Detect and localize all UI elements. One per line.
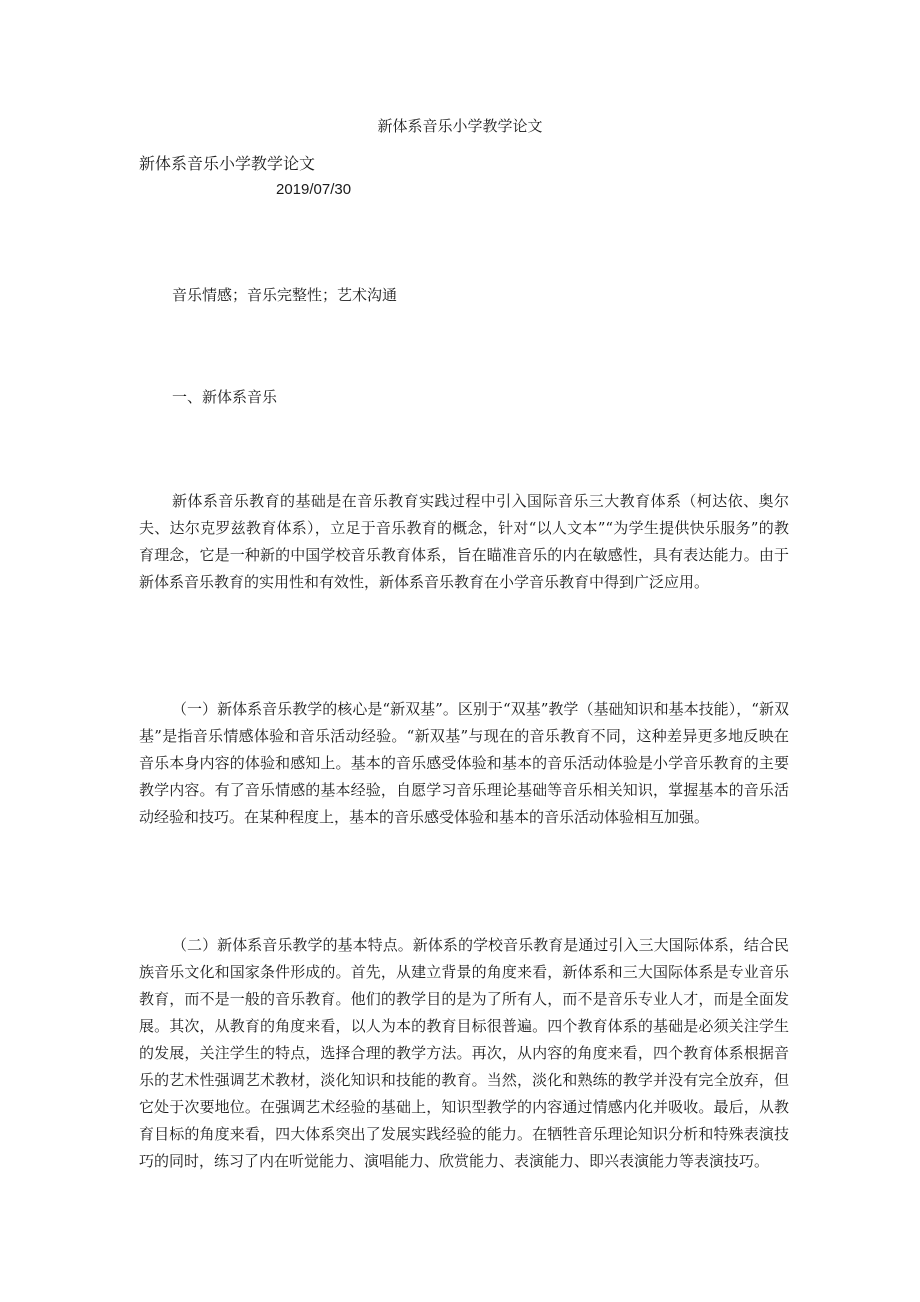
document-subtitle: 新体系音乐小学教学论文 — [139, 154, 316, 173]
section-heading: 一、新体系音乐 — [172, 388, 278, 406]
publish-date: 2019/07/30 — [276, 181, 352, 198]
paragraph-core: （一）新体系音乐教学的核心是“新双基”。区别于“双基”教学（基础知识和基本技能），“新双基”是指音乐情感体验和音乐活动经验。“新双基”与现在的音乐教育不同，这种差异更多地反映在音乐本身内容的体验和感知上。基本的音乐感受体验和基本的音乐活动体验是小学音乐教育的主要教学内容。有了音乐情感的基本经验，自愿学习音乐理论基础等音乐相关知识，掌握基本的音乐活动经验和技巧。在某种程度上，基本的音乐感受体验和基本的音乐活动体验相互加强。 — [139, 700, 789, 826]
document-title: 新体系音乐小学教学论文 — [377, 117, 543, 135]
paragraph-intro: 新体系音乐教育的基础是在音乐教育实践过程中引入国际音乐三大教育体系（柯达依、奥尔夫、达尔克罗兹教育体系），立足于音乐教育的概念，针对“以人文本”“为学生提供快乐服务”的教育理念，它是一种新的中国学校音乐教育体系，旨在瞄准音乐的内在敏感性，具有表达能力。由于新体系音乐教育的实用性和有效性，新体系音乐教育在小学音乐教育中得到广泛应用。 — [139, 492, 789, 591]
paragraph-features: （二）新体系音乐教学的基本特点。新体系的学校音乐教育是通过引入三大国际体系，结合民族音乐文化和国家条件形成的。首先，从建立背景的角度来看，新体系和三大国际体系是专业音乐教育，而不是一般的音乐教育。他们的教学目的是为了所有人，而不是音乐专业人才，而是全面发展。其次，从教育的角度来看，以人为本的教育目标很普遍。四个教育体系的基础是必须关注学生的发展，关注学生的特点，选择合理的教学方法。再次，从内容的角度来看，四个教育体系根据音乐的艺术性强调艺术教材，淡化知识和技能的教育。当然，淡化和熟练的教学并没有完全放弃，但它处于次要地位。在强调艺术经验的基础上，知识型教学的内容通过情感内化并吸收。最后，从教育目标的角度来看，四大体系突出了发展实践经验的能力。在牺牲音乐理论知识分析和特殊表演技巧的同时，练习了内在听觉能力、演唱能力、欣赏能力、表演能力、即兴表演能力等表演技巧。 — [139, 936, 789, 1170]
keywords: 音乐情感；音乐完整性；艺术沟通 — [172, 286, 398, 304]
